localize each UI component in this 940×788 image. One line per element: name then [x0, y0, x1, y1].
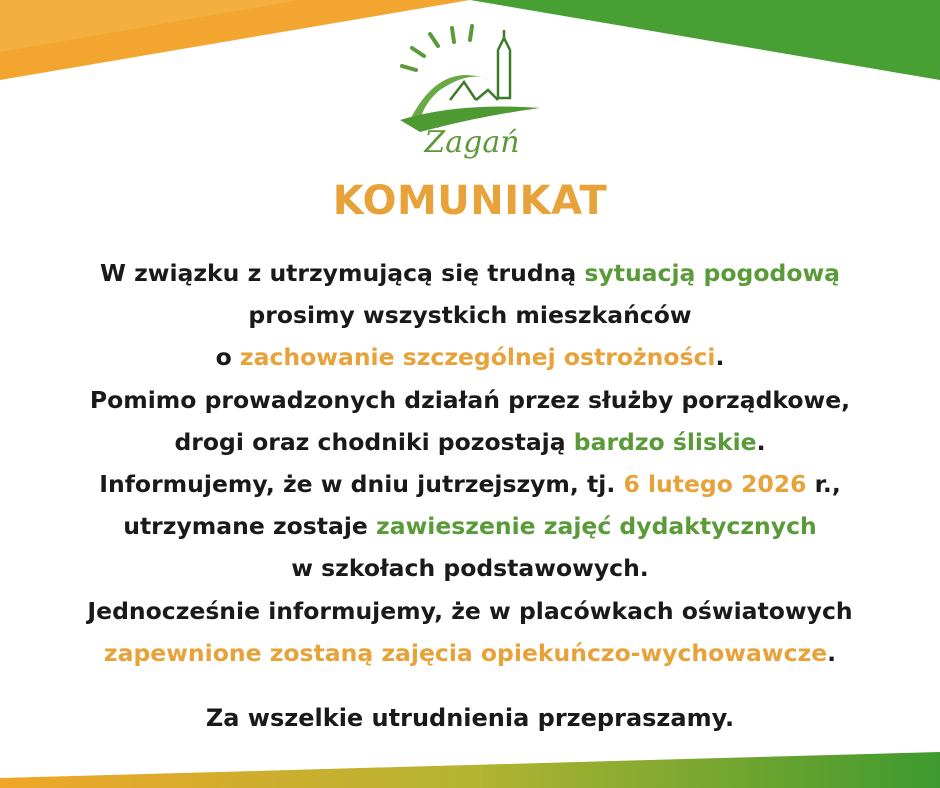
message-line-8: w szkołach podstawowych. [291, 554, 649, 583]
announcement-body [20, 252, 920, 674]
logo-wordmark: Żagań [424, 125, 520, 160]
message-line-3: o zachowanie szczególnej ostrożności. [215, 343, 725, 372]
message-line-10: zapewnione zostaną zajęcia opiekuńczo-wychowawcze. [103, 638, 837, 667]
church-tower-icon [450, 30, 510, 100]
bottom-band [0, 752, 940, 788]
message-line-4: Pomimo prowadzonych działań przez służby porządkowe, [89, 385, 851, 414]
sun-rays-icon [402, 26, 472, 70]
message-line-6: Informujemy, że w dniu jutrzejszym, tj. 6 lutego 2026 r., [99, 470, 841, 499]
message-line-1: W związku z utrzymującą się trudną sytuacją pogodową [99, 259, 841, 287]
message-line-9: Jednocześnie informujemy, że w placówkach oświatowych [87, 596, 853, 625]
page-title: KOMUNIKAT [332, 178, 608, 224]
message-line-2: prosimy wszystkich mieszkańców [248, 301, 692, 330]
message-line-7: utrzymane zostaje zawieszenie zajęć dydaktycznych [123, 512, 817, 541]
zagan-logo [380, 20, 560, 160]
closing-apology: Za wszelkie utrudnienia przepraszamy. [205, 704, 735, 732]
message-line-5: drogi oraz chodniki pozostają bardzo śliskie. [174, 427, 766, 456]
